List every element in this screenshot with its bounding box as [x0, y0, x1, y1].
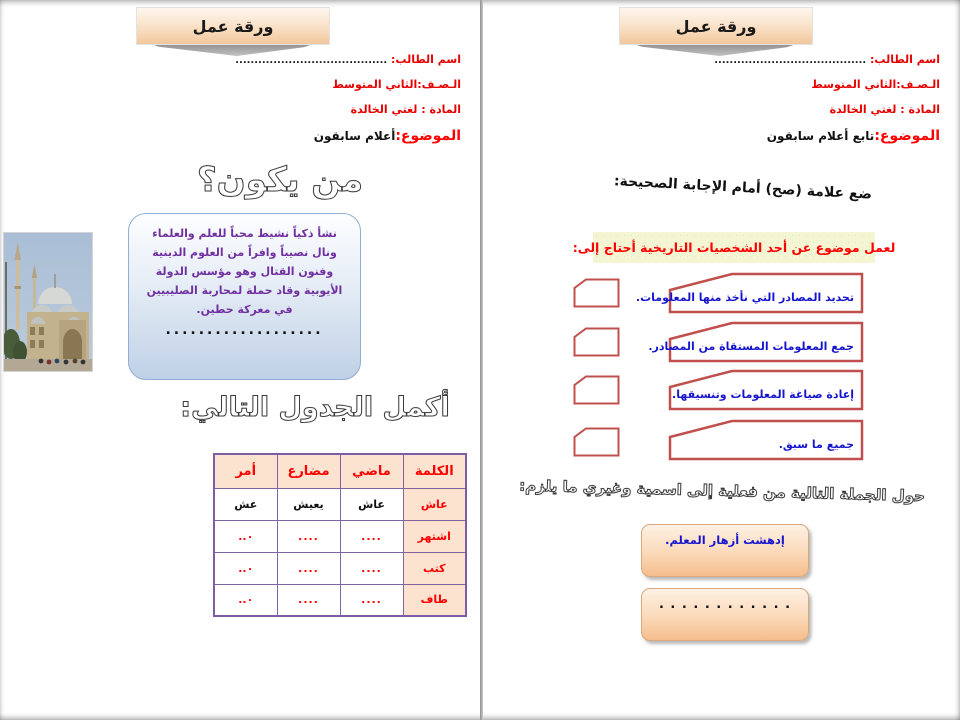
answer-card[interactable]	[641, 588, 809, 641]
topic-value: تابع أعلام سابقون	[766, 129, 875, 143]
student-name-label: اسم الطالب:	[391, 53, 461, 66]
page-divider	[480, 0, 483, 720]
transform-section-title: حول الجملة التالية من فعلية إلى اسمية وغيري ما يلزم:	[519, 476, 926, 506]
option-checkbox-1[interactable]	[573, 278, 620, 308]
option-label: جميع ما سبق.	[778, 437, 854, 451]
topic-value: أعلام سابقون	[313, 129, 396, 143]
word-cell: طاف	[403, 584, 466, 616]
imperative-blank-cell[interactable]: ٠..	[214, 552, 277, 584]
riddle-answer-blank[interactable]: ...................	[165, 321, 324, 338]
option-shape-1	[635, 272, 864, 314]
worksheet-header	[620, 47, 940, 150]
present-blank-cell[interactable]: ....	[277, 520, 340, 552]
col-header-word: الكلمة	[403, 454, 466, 488]
imperative-blank-cell[interactable]: ٠..	[214, 584, 277, 616]
riddle-clue-text: نشأ ذكياً نشيط محباً للعلم والعلماء ونال نصيباً وافراً من العلوم الدينية وفنون القتال وهو مؤسس الدولة الأيوبية وقاد حملة لمحاربة الصليبيين في معركة حطين.	[146, 227, 343, 316]
table-row	[214, 584, 466, 616]
banner-title: ورقة عمل	[192, 16, 274, 36]
table-row	[214, 520, 466, 552]
conjugation-table	[213, 453, 467, 617]
student-name-line	[141, 47, 461, 72]
word-cell: اشتهر	[403, 520, 466, 552]
present-blank-cell[interactable]: ....	[277, 552, 340, 584]
option-checkbox-4[interactable]	[573, 427, 620, 457]
mcq-instruction-title: ضع علامة (صح) أمام الإجابة الصحيحة:	[613, 173, 873, 203]
topic-line	[141, 122, 461, 150]
option-checkbox-3[interactable]	[573, 375, 620, 405]
topic-label: الموضوع:	[874, 128, 940, 144]
banner-face	[619, 7, 813, 45]
col-header-past: ماضي	[340, 454, 403, 488]
option-label: تحديد المصادر التي نأخذ منها المعلومات.	[635, 290, 854, 304]
student-name-label: اسم الطالب:	[870, 53, 940, 66]
subject-line: المادة : لغتي الخالدة	[350, 103, 461, 116]
col-header-imperative: أمر	[214, 454, 277, 488]
class-line: الـصـف:الثاني المتوسط	[811, 78, 940, 91]
table-header-row	[214, 454, 466, 488]
subject-line: المادة : لغتي الخالدة	[829, 103, 940, 116]
option-checkbox-2[interactable]	[573, 327, 620, 357]
sentence-card	[641, 524, 809, 577]
table-row	[214, 488, 466, 520]
student-name-blank[interactable]: ........................................	[714, 55, 867, 66]
sentence-text: إدهشت أزهار المعلم.	[665, 533, 785, 547]
option-shape-2	[648, 321, 864, 363]
imperative-cell: عش	[214, 488, 277, 520]
past-cell: عاش	[340, 488, 403, 520]
table-section-title: أكمل الجدول التالي:	[180, 392, 450, 423]
past-blank-cell[interactable]: ....	[340, 552, 403, 584]
banner-face	[136, 7, 330, 45]
riddle-card	[128, 213, 361, 380]
option-shape-3	[668, 369, 864, 411]
worksheet-header	[141, 47, 461, 150]
class-line: الـصـف:الثاني المتوسط	[332, 78, 461, 91]
past-blank-cell[interactable]: ....	[340, 584, 403, 616]
riddle-title: من يكون؟	[196, 160, 364, 200]
past-blank-cell[interactable]: ....	[340, 520, 403, 552]
present-cell: يعيش	[277, 488, 340, 520]
banner-title: ورقة عمل	[675, 16, 757, 36]
word-cell: كتب	[403, 552, 466, 584]
topic-line	[620, 122, 940, 150]
student-name-blank[interactable]: ........................................	[235, 55, 388, 66]
mcq-question-banner	[572, 232, 896, 263]
present-blank-cell[interactable]: ....	[277, 584, 340, 616]
option-label: إعادة صياغة المعلومات وتنسيقها.	[672, 387, 854, 401]
student-name-line	[620, 47, 940, 72]
option-shape-4	[668, 419, 864, 461]
mcq-question-text: لعمل موضوع عن أحد الشخصيات التاريخية أحتاج إلى:	[572, 240, 896, 255]
col-header-present: مضارع	[277, 454, 340, 488]
word-cell: عاش	[403, 488, 466, 520]
option-label: جمع المعلومات المستقاة من المصادر.	[648, 339, 854, 353]
page-right	[483, 0, 960, 720]
imperative-blank-cell[interactable]: ٠..	[214, 520, 277, 552]
answer-dots-blank[interactable]: . . . . . . . . . . . .	[658, 597, 792, 612]
mosque-photo	[3, 232, 93, 372]
table-row	[214, 552, 466, 584]
topic-label: الموضوع:	[395, 128, 461, 144]
